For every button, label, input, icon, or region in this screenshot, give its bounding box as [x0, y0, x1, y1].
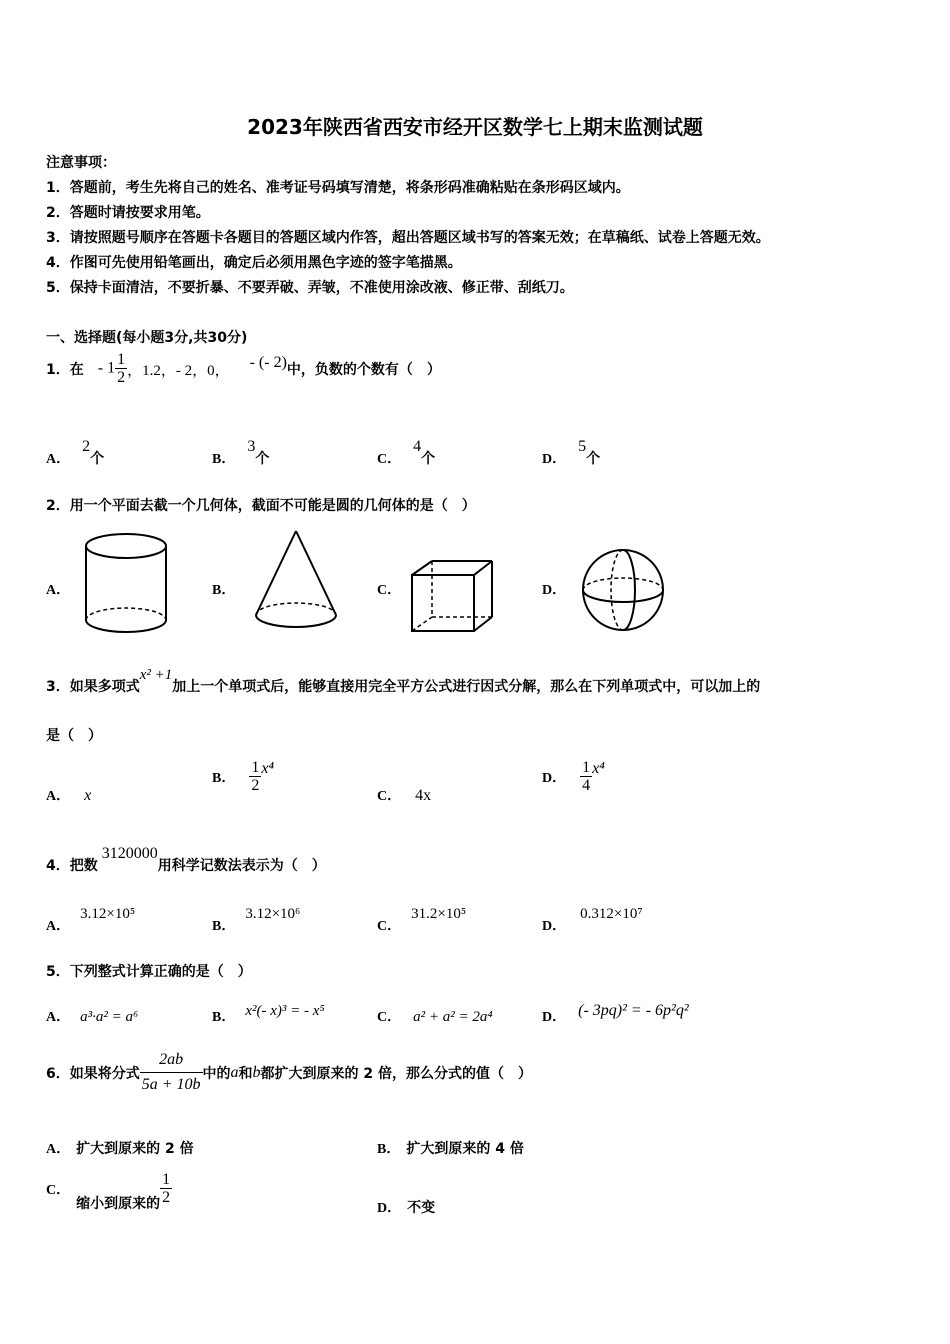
question-6: 6．如果将分式 $\frac{2ab}{5a + 10b}$ 中的 a 和 b 都扩大到原来的 2 倍，那么分式的值（ ）	[46, 1051, 533, 1093]
q3-option-c[interactable]: C． 4x	[377, 787, 432, 804]
q3-option-b[interactable]: B． $\frac{1}{2}$ x⁴	[212, 759, 275, 794]
q6-option-b[interactable]: B． 扩大到原来的 4 倍	[377, 1141, 524, 1157]
notice-item: 4．作图可先使用铅笔画出，确定后必须用黑色字迹的签字笔描黑。	[46, 255, 462, 271]
q5-option-b[interactable]: B． x²(- x)³ = - x⁵	[212, 1003, 325, 1025]
page-title: 2023年陕西省西安市经开区数学七上期末监测试题	[247, 115, 703, 139]
notice-heading: 注意事项：	[46, 155, 116, 171]
notice-item: 3．请按照题号顺序在答题卡各题目的答题区域内作答，超出答题区域书写的答案无效；在草稿纸、试卷上答题无效。	[46, 230, 770, 246]
q6-option-d[interactable]: D． 不变	[377, 1200, 436, 1216]
notice-item: 1．答题前，考生先将自己的姓名、准考证号码填写清楚，将条形码准确粘贴在条形码区域内。	[46, 180, 630, 196]
q5-option-d[interactable]: D． (- 3pq)² = - 6p²q²	[542, 1002, 689, 1025]
q6-fraction: $\frac{2ab}{5a + 10b}$	[141, 1051, 201, 1093]
section-heading: 一、选择题(每小题3分,共30分)	[46, 330, 248, 346]
q1-option-a[interactable]: A．2个	[46, 438, 105, 467]
cone-icon	[250, 527, 344, 633]
q6-option-c[interactable]: C． 缩小到原来的 $\frac{1}{2}$	[46, 1171, 171, 1212]
question-5: 5．下列整式计算正确的是（ ）	[46, 964, 252, 980]
question-3: 3．如果多项式x² +1加上一个单项式后，能够直接用完全平方公式进行因式分解，那么在下列单项式中，可以加上的	[46, 667, 761, 695]
q2-option-d[interactable]: D．	[542, 583, 567, 598]
q1-numbers: ，1.2，- 2，0，	[127, 362, 230, 379]
q2-option-c[interactable]: C．	[377, 583, 402, 598]
q1-expression: - (- 2)	[249, 354, 287, 371]
question-2: 2．用一个平面去截一个几何体，截面不可能是圆的几何体的是（ ）	[46, 498, 476, 514]
sphere-icon	[578, 545, 668, 635]
cylinder-icon	[80, 530, 172, 636]
q2-option-b[interactable]: B．	[212, 583, 236, 598]
q1-mixed-number: - 1 $\frac{1}{2}$	[97, 351, 126, 386]
q2-option-a[interactable]: A．	[46, 583, 71, 598]
question-1: 1．在 - 1 $\frac{1}{2}$ ，1.2，- 2，0， - (- 2) 中，负数的个数有（ ）	[46, 351, 441, 386]
q3-option-a[interactable]: A． x	[46, 787, 92, 804]
q1-option-c[interactable]: C．4个	[377, 438, 436, 467]
notice-item: 5．保持卡面清洁，不要折暴、不要弄破、弄皱，不准使用涂改液、修正带、刮纸刀。	[46, 280, 574, 296]
question-4: 4．把数3120000用科学记数法表示为（ ）	[46, 845, 326, 874]
cube-icon	[408, 557, 498, 635]
q1-option-d[interactable]: D．5个	[542, 438, 601, 467]
q3-polynomial: x² +1	[139, 667, 173, 683]
q4-number: 3120000	[101, 845, 158, 862]
q4-option-c[interactable]: C．31.2×10⁵	[377, 906, 467, 934]
q4-option-a[interactable]: A．3.12×10⁵	[46, 906, 136, 934]
q4-option-b[interactable]: B．3.12×10⁶	[212, 906, 301, 934]
q4-option-d[interactable]: D．0.312×10⁷	[542, 906, 643, 934]
q6-option-a[interactable]: A． 扩大到原来的 2 倍	[46, 1141, 194, 1157]
question-3-line2: 是（ ）	[46, 728, 102, 744]
notice-item: 2．答题时请按要求用笔。	[46, 205, 210, 221]
q1-option-b[interactable]: B．3个	[212, 438, 270, 467]
q5-option-a[interactable]: A． a³·a² = a⁶	[46, 1009, 139, 1025]
q3-option-d[interactable]: D． $\frac{1}{4}$ x⁴	[542, 759, 605, 794]
q5-option-c[interactable]: C． a² + a² = 2a⁴	[377, 1009, 493, 1025]
